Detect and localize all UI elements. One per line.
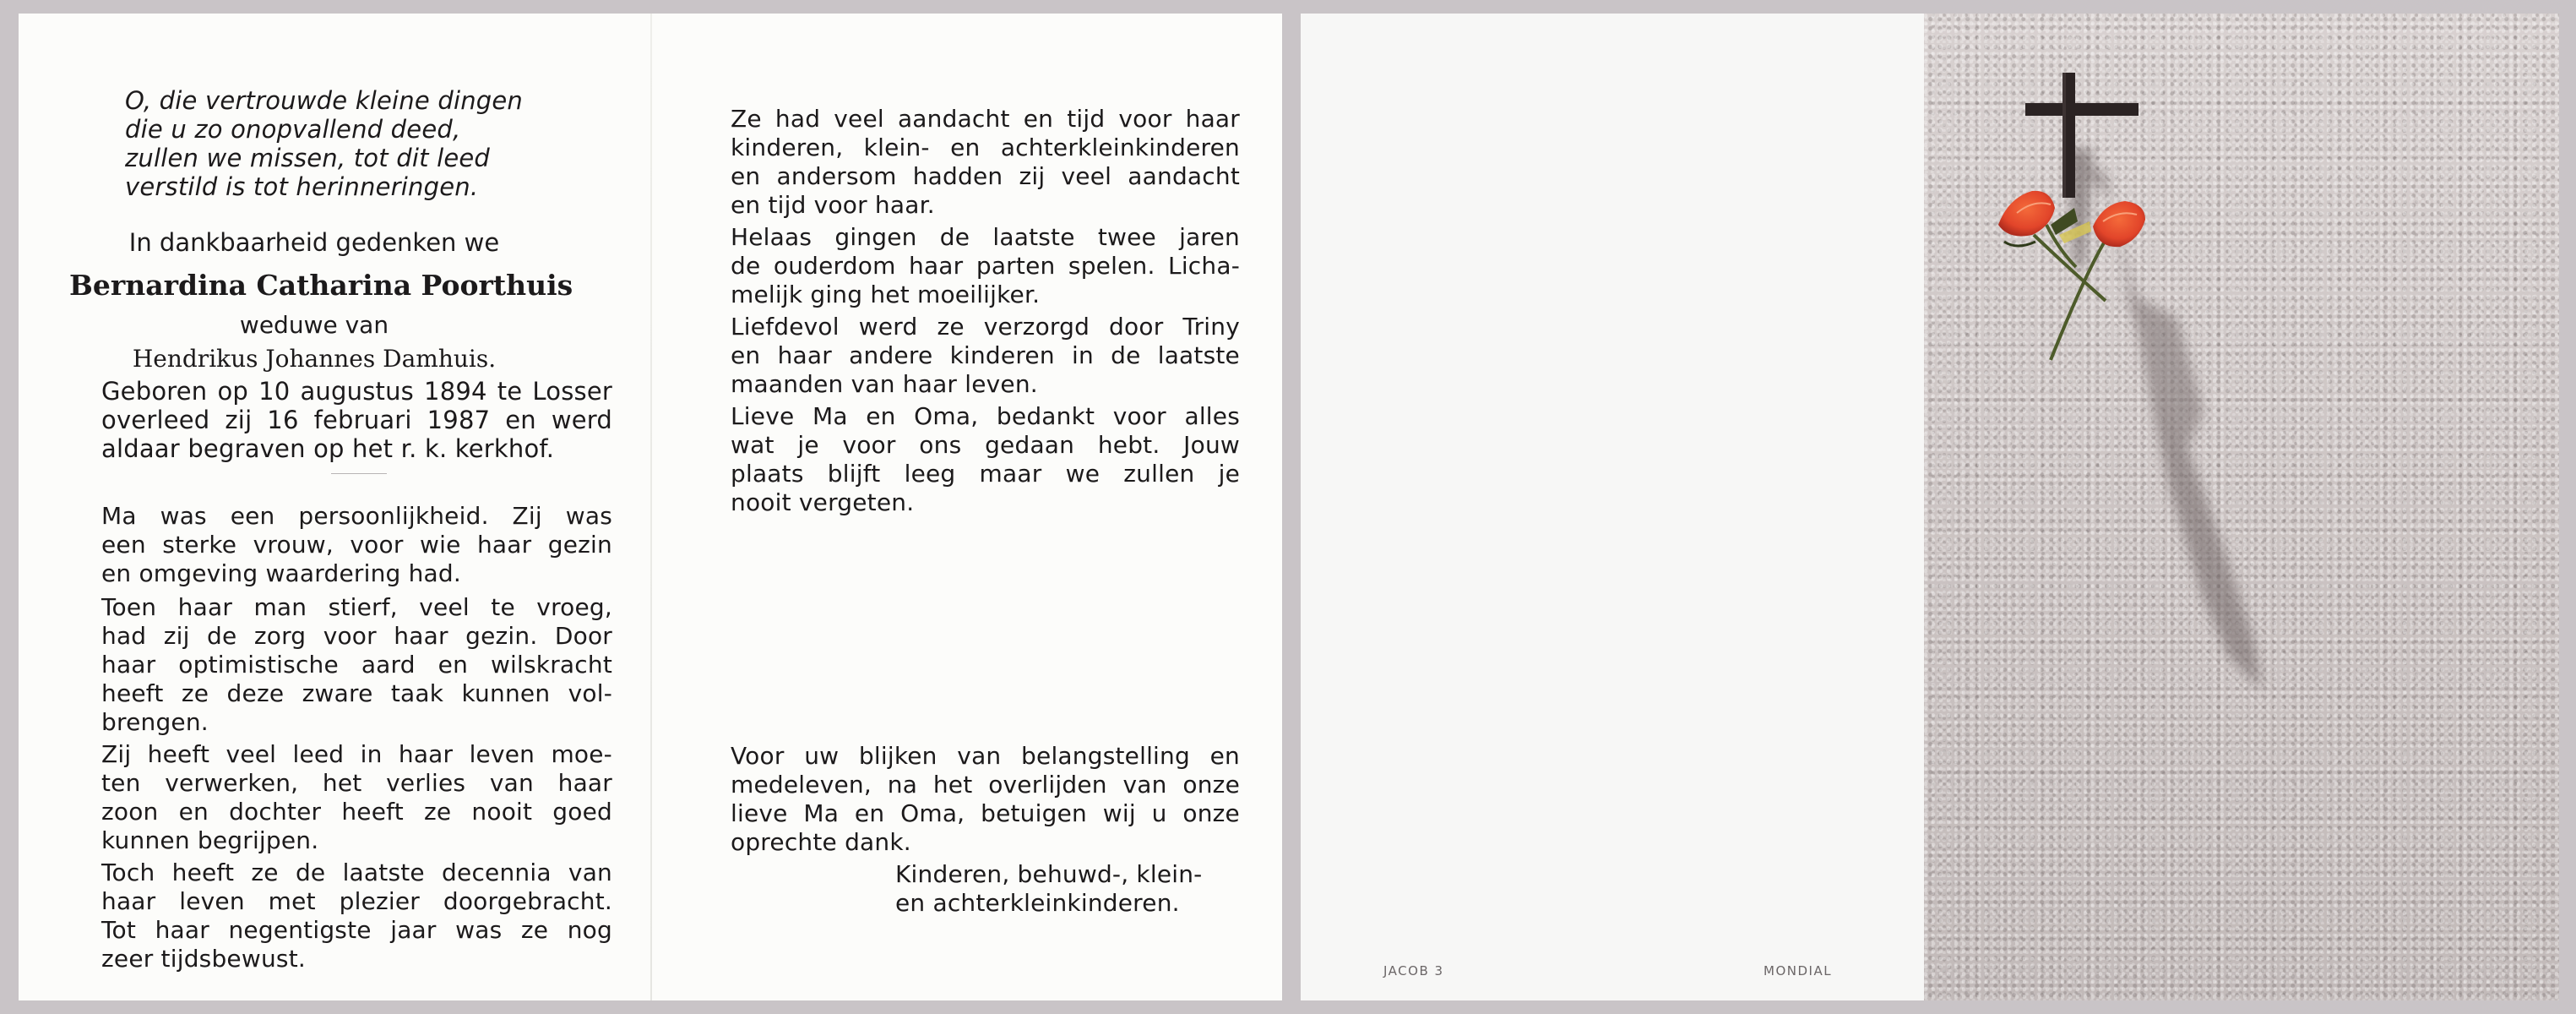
paragraph: [731, 105, 1240, 220]
paragraph: [731, 402, 1240, 517]
text-line: wat je voor ons gedaan hebt. Jouw: [731, 431, 1240, 459]
husband-name: Hendrikus Johannes Damhuis.: [132, 345, 497, 373]
text-line: heeft ze deze zware taak kunnen vol-: [101, 679, 612, 707]
card-inside: [19, 14, 1282, 1000]
text-line: zeer tijdsbewust.: [101, 945, 306, 973]
thanks-text: [731, 742, 1240, 857]
text-line: en omgeving waardering had.: [101, 559, 461, 587]
poem-line: verstild is tot herinneringen.: [125, 172, 479, 201]
printer-brand: MONDIAL: [1764, 963, 1833, 979]
cover-photo: [1924, 14, 2559, 1000]
paragraph: [731, 223, 1240, 309]
text-line: en andersom hadden zij veel aandacht: [731, 162, 1240, 190]
flower-stems: [2034, 225, 2106, 360]
widow-of-label: weduwe van: [239, 311, 389, 339]
text-line: medeleven, na het overlijden van onze: [731, 771, 1240, 799]
text-line: Geboren op 10 augustus 1894 te Losser: [101, 377, 612, 406]
text-line: aldaar begraven op het r. k. kerkhof.: [101, 434, 555, 463]
text-line: maanden van haar leven.: [731, 370, 1038, 398]
text-line: Ma was een persoonlijkheid. Zij was: [101, 502, 612, 530]
text-line: plaats blijft leeg maar we zullen je: [731, 460, 1240, 488]
paragraph: [101, 502, 612, 588]
text-line: kinderen, klein- en achterkleinkinderen: [731, 134, 1240, 161]
paragraph: [101, 593, 612, 737]
printer-code: JACOB 3: [1383, 963, 1444, 979]
text-line: Zij heeft veel leed in haar leven moe-: [101, 740, 612, 768]
paragraph: [101, 859, 612, 973]
text-line: zoon en dochter heeft ze nooit goed: [101, 798, 612, 826]
text-line: Lieve Ma en Oma, bedankt voor alles: [731, 402, 1240, 430]
flower-right: [2093, 201, 2145, 247]
poem-line: O, die vertrouwde kleine dingen: [125, 86, 524, 115]
card-outside: [1301, 14, 2559, 1000]
text-line: haar leven met plezier doorgebracht.: [101, 887, 612, 915]
signature: [895, 860, 1242, 918]
text-line: Tot haar negentigste jaar was ze nog: [101, 916, 612, 944]
text-line: brengen.: [101, 708, 209, 736]
text-line: de ouderdom haar parten spelen. Licha-: [731, 252, 1240, 280]
text-line: lieve Ma en Oma, betuigen wij u onze: [731, 799, 1240, 827]
text-line: haar optimistische aard en wilskracht: [101, 651, 612, 679]
text-line: melijk ging het moeilijker.: [731, 281, 1041, 308]
text-line: en tijd voor haar.: [731, 191, 935, 219]
paragraph: [731, 313, 1240, 399]
text-line: Helaas gingen de laatste twee jaren: [731, 223, 1240, 251]
poem-line: die u zo onopvallend deed,: [125, 115, 461, 144]
paragraph: [101, 740, 612, 855]
text-line: Liefdevol werd ze verzorgd door Triny: [731, 313, 1240, 341]
text-line: en achterkleinkinderen.: [895, 889, 1180, 917]
text-line: had zij de zorg voor haar gezin. Door: [101, 622, 612, 650]
cross-with-flowers-image: [1924, 14, 2559, 1000]
divider: [331, 473, 387, 474]
text-line: Kinderen, behuwd-, klein-: [895, 860, 1203, 888]
text-line: overleed zij 16 februari 1987 en werd: [101, 406, 612, 434]
intro-text: In dankbaarheid gedenken we: [128, 228, 500, 257]
text-line: Ze had veel aandacht en tijd voor haar: [731, 105, 1240, 133]
text-line: een sterke vrouw, voor wie haar gezin: [101, 531, 612, 559]
text-line: oprechte dank.: [731, 828, 911, 856]
poem: [125, 86, 598, 201]
deceased-name: Bernardina Catharina Poorthuis: [69, 269, 573, 302]
birth-death-text: [101, 377, 612, 463]
text-line: Toch heeft ze de laatste decennia van: [101, 859, 612, 886]
text-line: Voor uw blijken van belangstelling en: [731, 742, 1240, 770]
text-line: ten verwerken, het verlies van haar: [101, 769, 612, 797]
fold-line: [650, 14, 652, 1000]
text-line: en haar andere kinderen in de laatste: [731, 341, 1240, 369]
text-line: nooit vergeten.: [731, 488, 915, 516]
flower-left: [1998, 191, 2055, 246]
poem-line: zullen we missen, tot dit leed: [125, 144, 491, 172]
text-line: Toen haar man stierf, veel te vroeg,: [101, 593, 612, 621]
text-line: kunnen begrijpen.: [101, 826, 319, 854]
